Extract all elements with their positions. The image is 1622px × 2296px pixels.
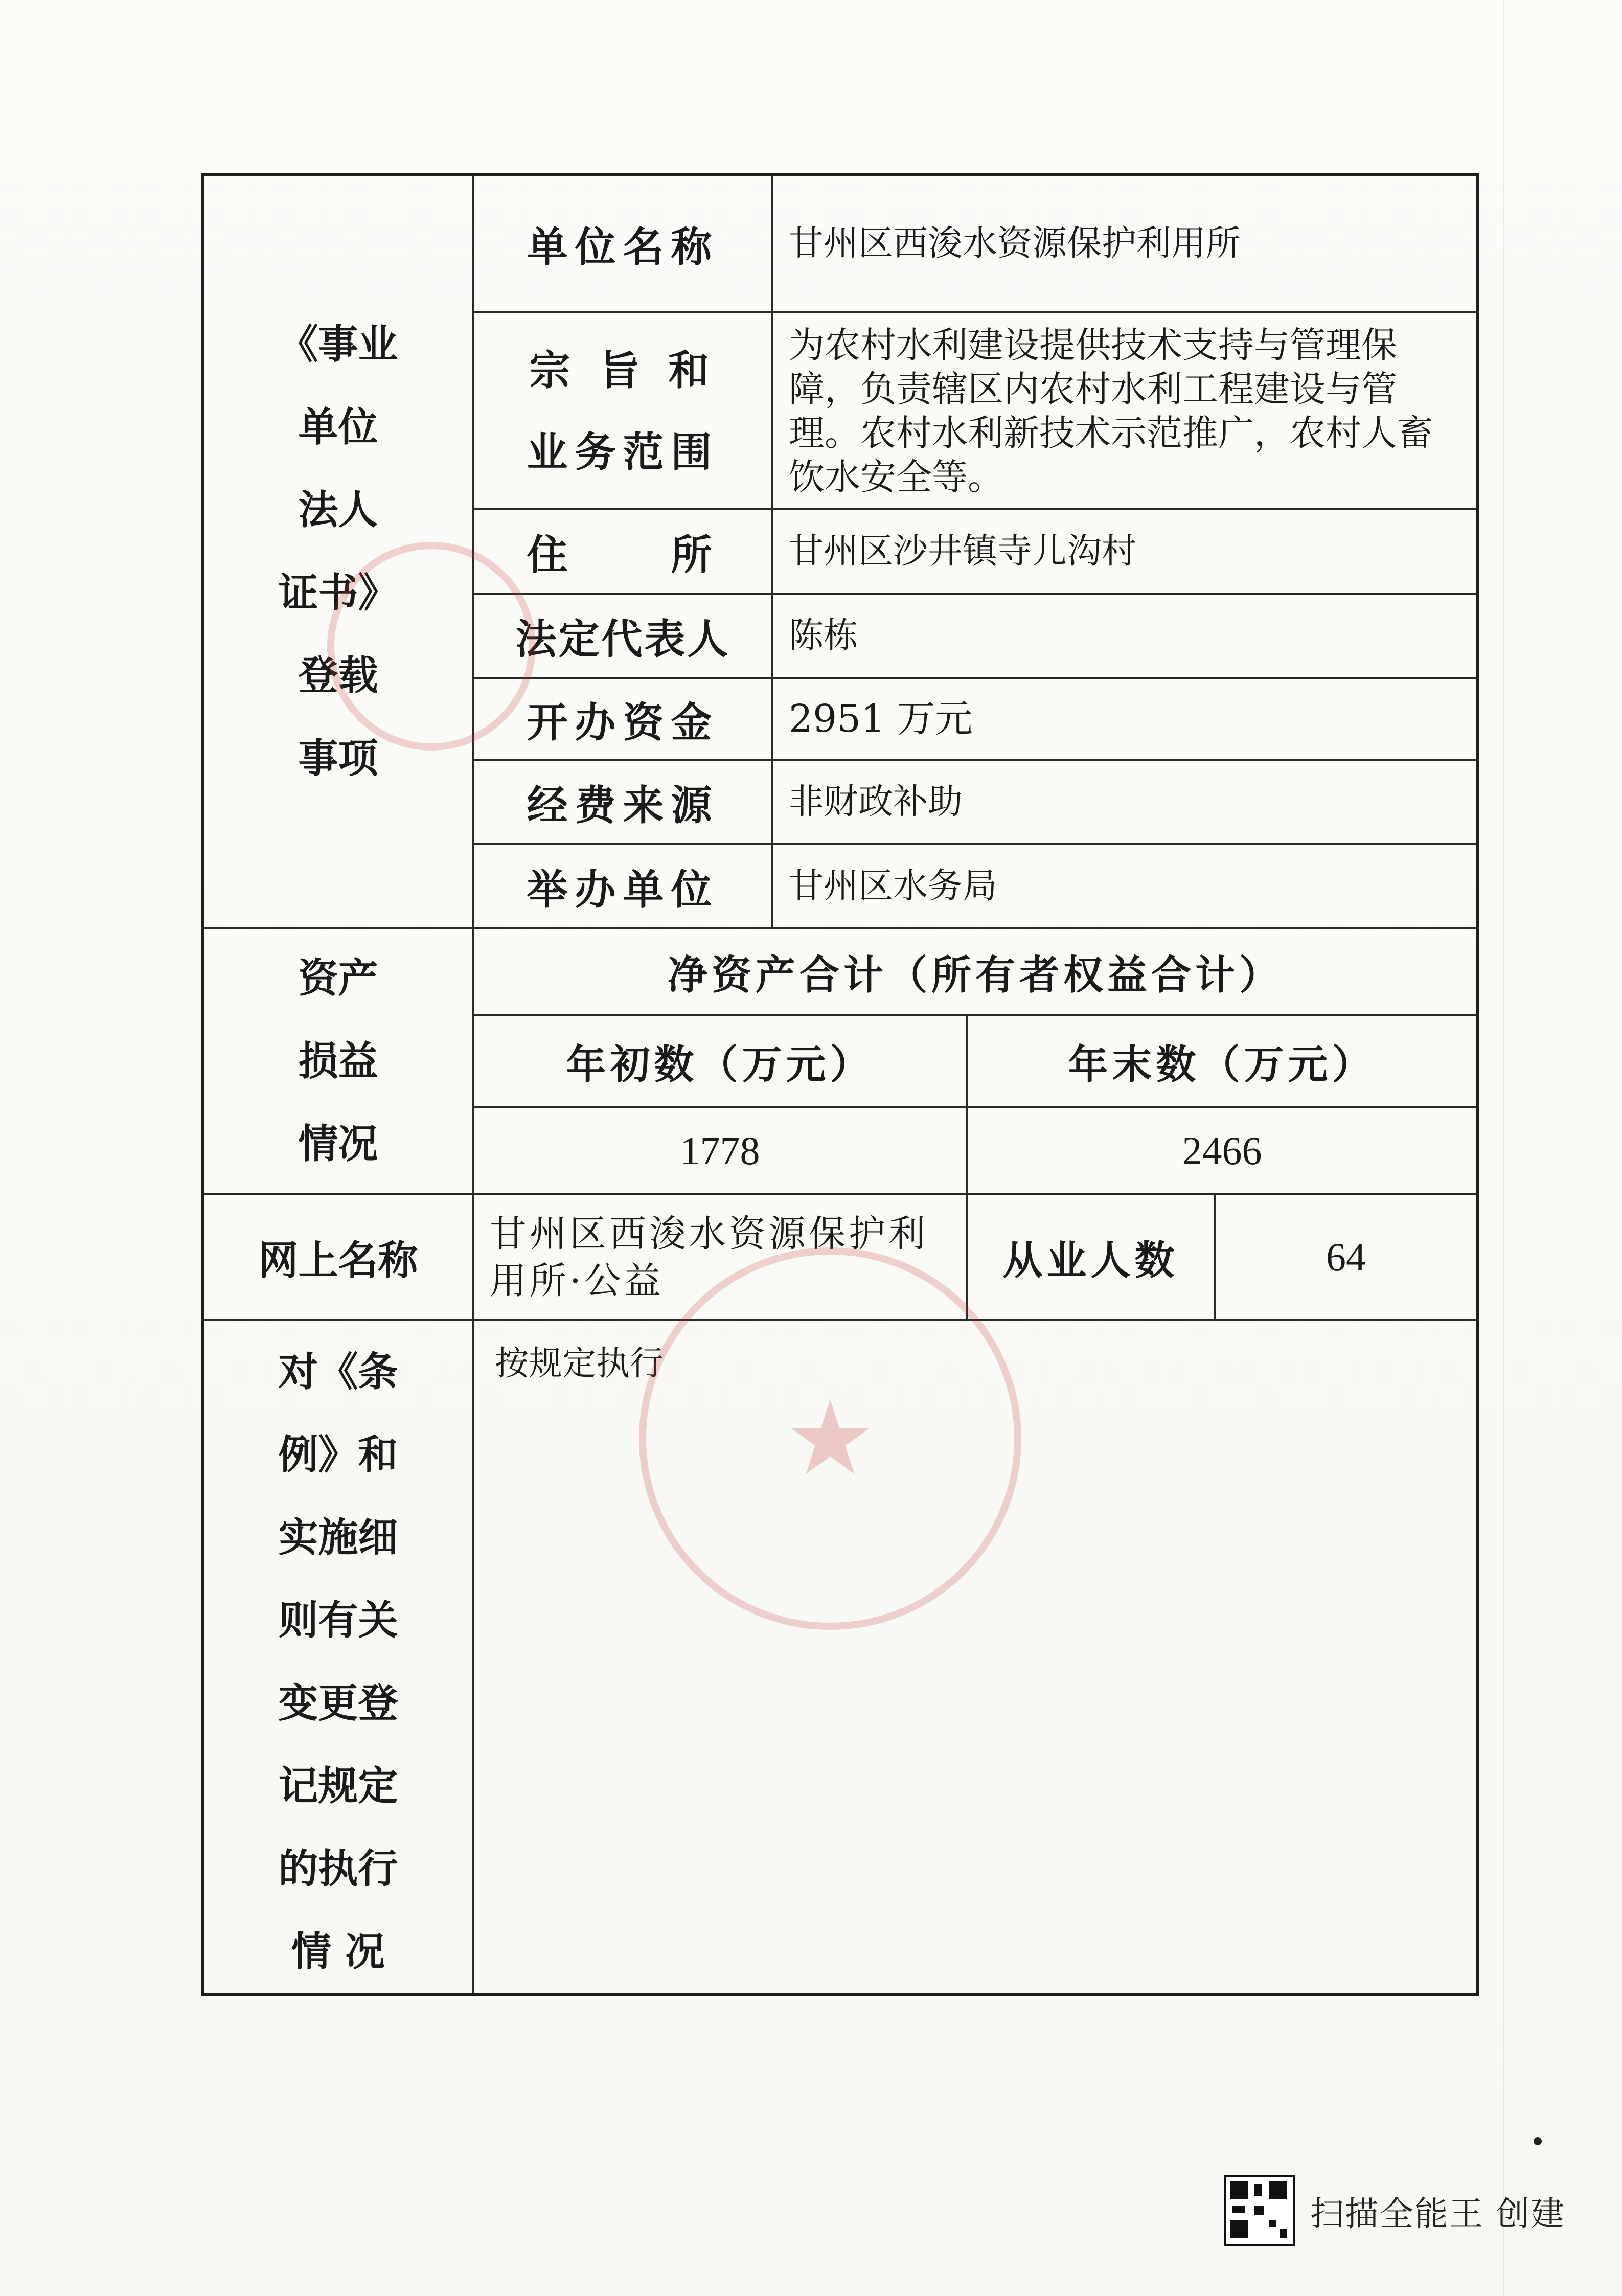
row-unit-name xyxy=(202,174,1478,312)
field-label-sponsor: 举办单位 xyxy=(473,844,772,928)
section-label-line: 事项 xyxy=(298,735,378,782)
field-value-address: 甘州区沙井镇寺儿沟村 xyxy=(772,509,1478,594)
section-label-line: 法人 xyxy=(298,487,378,533)
field-label-purpose xyxy=(473,312,772,509)
section-label-line: 损益 xyxy=(298,1038,378,1084)
field-value-purpose: 为农村水利建设提供技术支持与管理保障，负责辖区内农村水利工程建设与管理。农村水利新技术示范推广，农村人畜饮水安全等。 xyxy=(772,312,1478,509)
field-label-capital: 开办资金 xyxy=(473,678,772,760)
section-label-line: 情况 xyxy=(298,1121,378,1167)
field-label-online-name: 网上名称 xyxy=(202,1194,473,1320)
net-assets-header: 净资产合计（所有者权益合计） xyxy=(473,928,1478,1015)
row-online-name xyxy=(202,1194,1478,1320)
field-value-execution: 按规定执行 xyxy=(473,1320,1478,1995)
section-label-line: 实施细 xyxy=(278,1514,398,1561)
field-label-funding: 经费来源 xyxy=(473,760,772,844)
field-value-online-name: 甘州区西浚水资源保护利用所·公益 xyxy=(473,1194,967,1320)
section-label-line: 的执行 xyxy=(278,1846,398,1892)
section-label-line: 登载 xyxy=(298,652,378,699)
field-value-staff-count: 64 xyxy=(1215,1194,1478,1320)
field-label-purpose-line1: 宗 旨 和 xyxy=(529,346,717,394)
star-icon: ★ xyxy=(784,1379,876,1498)
field-value-sponsor: 甘州区水务局 xyxy=(772,844,1478,928)
field-label-staff-count: 从业人数 xyxy=(967,1194,1215,1320)
start-of-year-value: 1778 xyxy=(473,1107,967,1194)
section-label-line: 变更登 xyxy=(278,1680,398,1726)
field-label-purpose-line2: 业务范围 xyxy=(527,427,719,476)
section-label-line: 证书》 xyxy=(278,570,398,616)
scan-edge-line xyxy=(1503,0,1504,2296)
field-value-capital: 2951 万元 xyxy=(772,678,1478,760)
field-value-funding: 非财政补助 xyxy=(772,760,1478,844)
field-value-unit-name: 甘州区西浚水资源保护利用所 xyxy=(772,174,1478,312)
end-of-year-label: 年末数（万元） xyxy=(967,1015,1478,1107)
field-label-address: 住 所 xyxy=(473,509,772,594)
section-label-line: 记规定 xyxy=(278,1763,398,1809)
scanner-app-text: 扫描全能王 创建 xyxy=(1310,2194,1565,2234)
field-value-legal-rep: 陈栋 xyxy=(772,594,1478,678)
qr-code-icon xyxy=(1224,2175,1295,2246)
registration-form-table xyxy=(201,173,1479,1996)
section-label-assets xyxy=(202,928,473,1194)
field-label-unit-name: 单位名称 xyxy=(473,174,772,312)
page-dot-mark xyxy=(1534,2137,1542,2145)
section-label-line: 例》和 xyxy=(278,1431,398,1478)
section-label-execution xyxy=(202,1320,473,1995)
section-label-line: 资产 xyxy=(298,955,378,1002)
field-label-legal-rep: 法定代表人 xyxy=(473,594,772,678)
scanner-watermark xyxy=(1224,2175,1565,2246)
section-label-line: 则有关 xyxy=(278,1597,398,1644)
section-label-line: 对《条 xyxy=(278,1349,398,1395)
section-label-line: 单位 xyxy=(298,404,378,450)
row-assets-header xyxy=(202,928,1478,1015)
section-label-certificate xyxy=(202,174,473,928)
end-of-year-value: 2466 xyxy=(967,1107,1478,1194)
row-execution xyxy=(202,1320,1478,1995)
section-label-line: 情 况 xyxy=(291,1928,385,1975)
section-label-line: 《事业 xyxy=(278,321,398,368)
start-of-year-label: 年初数（万元） xyxy=(473,1015,967,1107)
